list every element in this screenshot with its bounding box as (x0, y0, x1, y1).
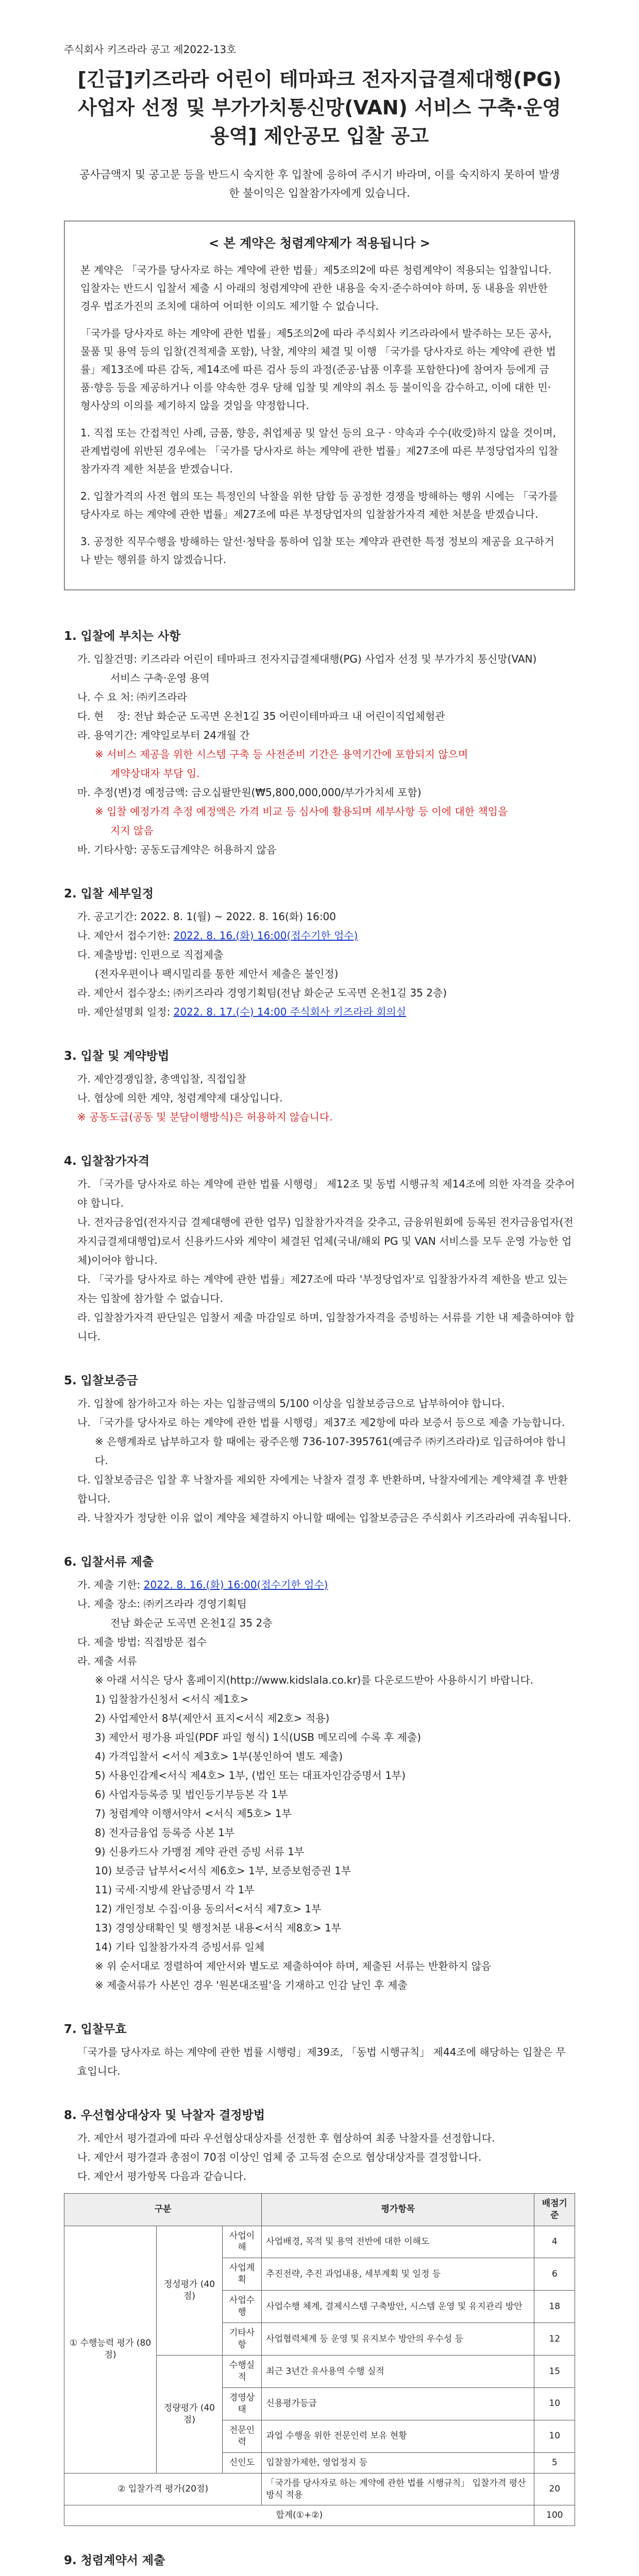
section-line: 서비스 구축·운영 용역 (110, 671, 210, 684)
section-line: 가. 「국가를 당사자로 하는 계약에 관한 법률 시행령」 제12조 및 동법 시행규칙 제14조에 의한 자격을 갖추어야 합니다. (77, 1177, 575, 1209)
section-heading: 3. 입찰 및 계약방법 (64, 1049, 170, 1063)
integrity-paragraph-1: 본 계약은 「국가를 당사자로 하는 계약에 관한 법률」제5조의2에 따른 청렴계약이 적용되는 입찰입니다. 입찰자는 반드시 입찰서 제출 시 아래의 청렴계약에 관한 내용을 숙지·준수하여야 하며, 동 내용을 위반한 경우 법조가진의 조치에 대하여 어떠한 이의도 제기할 수 없습니다. (80, 263, 552, 312)
section-note: ※ 아래 서식은 당사 홈페이지(http://www.kidslala.co.kr)를 다운로드받아 사용하시기 바랍니다. (95, 1673, 534, 1686)
table-row (64, 2226, 575, 2258)
section-selection-method (64, 2106, 575, 2527)
section-heading: 8. 우선협상대상자 및 낙찰자 결정방법 (64, 2108, 265, 2122)
briefing-highlight: 2022. 8. 17.(수) 14:00 주식회사 키즈라라 회의실 (173, 1005, 407, 1018)
section-line: 다. 입찰보증금은 입찰 후 낙찰자를 제외한 자에게는 낙찰자 결정 후 반환하며, 낙찰자에게는 계약체결 후 반환합니다. (77, 1473, 568, 1505)
section-line: 마. 추정(변)경 예정금액: 금오십팔만원(₩5,800,000,000/부가가치세 포함) (77, 786, 422, 799)
section-line: 다. 제출방법: 인편으로 직접제출 (77, 948, 224, 961)
section-line: 나. 제안서 평가결과 총점이 70점 이상인 업체 중 고득점 순으로 협상대상자를 결정합니다. (77, 2150, 482, 2163)
table-cell: 사업수행 (222, 2291, 262, 2323)
section-note: ※ 공동도급(공동 및 분담이행방식)은 허용하지 않습니다. (77, 1110, 333, 1123)
table-cell: 100 (534, 2505, 575, 2526)
section-line: 라. 용역기간: 계약일로부터 24개월 간 (77, 728, 250, 741)
section-line (64, 2574, 575, 2576)
section-line: 다. 제안서 평가항목 다음과 같습니다. (77, 2170, 246, 2182)
table-cell: 「국가를 당사자로 하는 계약에 관한 법률 시행규칙」 입찰가격 평산 방식 적용 (262, 2473, 534, 2505)
section-heading: 5. 입찰보증금 (64, 1374, 138, 1387)
integrity-paragraph-3: 1. 직접 또는 간접적인 사례, 금품, 향응, 취업제공 및 알선 등의 요구 · 약속과 수수(收受)하지 않을 것이며, 관계법령에 위반된 경우에는 「국가를 당사자로 하는 계약에 관한 법률」제27조에 따른 부정당업자의 입찰참가자격 제한 처분을 받겠습니다. (80, 426, 559, 475)
table-cell: 15 (534, 2355, 575, 2388)
table-cell: 입찰참가제한, 영업정지 등 (262, 2452, 534, 2473)
page-title (64, 65, 575, 150)
document-item: 11) 국세·지방세 완납증명서 각 1부 (95, 1883, 255, 1896)
section-line: 가. 입찰건명: 키즈라라 어린이 테마파크 전자지급결제대행(PG) 사업자 선정 및 부가가치 통신망(VAN) (77, 652, 537, 665)
section-line: 가. 제안서 평가결과에 따라 우선협상대상자를 선정한 후 협상하여 최종 낙찰자를 선정합니다. (77, 2131, 495, 2144)
table-cell: 5 (534, 2452, 575, 2473)
document-item: 7) 청렴계약 이행서약서 <서식 제5호> 1부 (95, 1807, 292, 1820)
section-line (64, 1575, 575, 1595)
section-heading: 6. 입찰서류 제출 (64, 1555, 154, 1569)
section-line: 라. 제안서 접수장소: ㈜키즈라라 경영기획팀(전남 화순군 도곡면 온천1길 35 2층) (77, 986, 447, 999)
document-item: 4) 가격입찰서 <서식 제3호> 1부(봉인하여 별도 제출) (95, 1750, 343, 1762)
section-note: ※ 제출서류가 사본인 경우 '원본대조필'을 기재하고 인감 날인 후 제출 (95, 1978, 408, 1991)
table-cell: 기타사항 (222, 2323, 262, 2355)
integrity-paragraph-2: 「국가를 당사자로 하는 계약에 관한 법률」제5조의2에 따라 주식회사 키즈라라에서 발주하는 모든 공사, 물품 및 용역 등의 입찰(견적제출 포함), 낙찰, 계약의 체결 및 이행 「국가를 당사자로 하는 계약에 관한 법률」제13조에 따른 감독, 제14조에 따른 검사 등의 과정(준공·납품 이후를 포함한다)에 참여자 등에게 금품·향응 등을 제공하거나 이를 약속한 경우 당해 입찰 및 계약의 취소 등 불이익을 감수하고, 이에 대한 민·형사상의 이의를 제기하지 않을 것임을 약정합니다. (80, 327, 556, 412)
document-item: 2) 사업제안서 8부(제안서 표지<서식 제2호> 적용) (95, 1711, 330, 1724)
integrity-paragraph-5: 3. 공정한 직무수행을 방해하는 알선·청탁을 통하여 입찰 또는 계약과 관련한 특정 정보의 제공을 요구하거나 받는 행위를 하지 않겠습니다. (80, 535, 554, 566)
table-cell: 사업계획 (222, 2258, 262, 2291)
table-cell: 10 (534, 2387, 575, 2420)
table-cell: 사업이해 (222, 2226, 262, 2258)
section-line: 가. 입찰에 참가하고자 하는 자는 입찰금액의 5/100 이상을 입찰보증금으로 납부하여야 합니다. (77, 1397, 505, 1410)
section-heading: 1. 입찰에 부치는 사항 (64, 629, 181, 643)
notice-number: 주식회사 키즈라라 공고 제2022-13호 (64, 43, 237, 56)
table-header: 구분 (64, 2193, 262, 2226)
section-note: ※ 은행계좌로 납부하고자 할 때에는 광주은행 736-107-395761(예금주 ㈜키즈라라)로 입금하여야 합니다. (95, 1435, 566, 1467)
section-line: 다. 「국가를 당사자로 하는 계약에 관한 법률」제27조에 따라 '부정당업자'로 입찰참가자격 제한을 받고 있는 자는 입찰에 참가할 수 없습니다. (77, 1273, 571, 1304)
title-line-2: 사업자 선정 및 부가가치통신망(VAN) 서비스 구축·운영 (78, 96, 561, 120)
section-contract-method (64, 1046, 575, 1127)
section-line (64, 1003, 575, 1022)
table-cell: 10 (534, 2420, 575, 2452)
section-note: 지지 않음 (110, 824, 154, 837)
table-cell: ① 수행능력 평가 (80점) (64, 2226, 157, 2473)
document-list (64, 1690, 575, 1957)
table-cell: 정성평가 (40점) (157, 2226, 223, 2355)
table-cell: 20 (534, 2473, 575, 2505)
document-item: 6) 사업자등록증 및 법인등기부등본 각 1부 (95, 1788, 288, 1801)
intro-text: 공사금액지 및 공고문 등을 반드시 숙지한 후 입찰에 응하여 주시기 바라며, 이를 숙지하지 못하여 발생한 불이익은 입찰참가자에게 있습니다. (79, 168, 560, 199)
deadline-highlight: 2022. 8. 16.(화) 16:00(접수기한 엄수) (173, 929, 358, 942)
integrity-contract-box (64, 221, 575, 590)
section-line: (전자우편이나 팩시밀리를 통한 제안서 제출은 불인정) (95, 967, 339, 980)
section-heading: 4. 입찰참가자격 (64, 1154, 150, 1168)
document-item: 3) 제안서 평가용 파일(PDF 파일 형식) 1식(USB 메모리에 수록 후 제출) (95, 1731, 422, 1743)
title-line-3: 용역] 제안공모 입찰 공고 (210, 125, 429, 148)
section-note: ※ 위 순서대로 정렬하여 제안서와 별도로 제출하여야 하며, 제출된 서류는 반환하지 않음 (95, 1959, 492, 1972)
section-schedule (64, 884, 575, 1022)
section-line: 나. 전자금융업(전자지급 결제대행에 관한 업무) 입찰참가자격을 갖추고, 금융위원회에 등록된 전자금융업자(전자지급결제대행업)로서 신용카드사와 계약이 체결된 업체(국내/해외 PG 및 VAN 서비스를 모두 운영 가능한 업체)이어야 합니다. (77, 1215, 574, 1266)
table-cell: 신용평가등급 (262, 2387, 534, 2420)
section-line: 나. 「국가를 당사자로 하는 계약에 관한 법률 시행령」제37조 제2항에 따라 보증서 등으로 제출 가능합니다. (77, 1416, 565, 1429)
evaluation-table (64, 2193, 575, 2527)
section-line: 라. 낙찰자가 정당한 이유 없이 계약을 체결하지 아니할 때에는 입찰보증금은 주식회사 키즈라라에 귀속됩니다. (77, 1511, 571, 1524)
table-header: 배점기준 (534, 2193, 575, 2226)
document-item: 1) 입찰참가신청서 <서식 제1호> (95, 1692, 249, 1705)
document-item: 12) 개인정보 수집·이용 동의서<서식 제7호> 1부 (95, 1902, 322, 1915)
document-item: 14) 기타 입찰참가자격 증빙서류 일체 (95, 1940, 265, 1953)
table-cell: 6 (534, 2258, 575, 2291)
section-note: ※ 입찰 예정가격 추정 예정액은 가격 비교 등 심사에 활용되며 세부사항 등 이에 대한 책임을 (95, 805, 508, 818)
table-cell: 사업협력체계 등 운영 및 유지보수 방안의 우수성 등 (262, 2323, 534, 2355)
section-heading: 9. 청렴계약서 제출 (64, 2554, 165, 2568)
section-line: 나. 수 요 처: ㈜키즈라라 (77, 690, 188, 703)
table-cell: 정량평가 (40점) (157, 2355, 223, 2473)
table-cell: 사업배경, 목적 및 용역 전반에 대한 이해도 (262, 2226, 534, 2258)
table-row (64, 2473, 575, 2505)
section-line: 전남 화순군 도곡면 온천1길 35 2층 (110, 1616, 273, 1629)
table-cell: 사업수행 체계, 결제시스템 구축방안, 시스템 운영 및 유지관리 방안 (262, 2291, 534, 2323)
table-cell: 경영상태 (222, 2387, 262, 2420)
line-label: 가. 제출 기한: (77, 1578, 144, 1591)
section-submission (64, 1552, 575, 1995)
section-line: 가. 제안경쟁입찰, 총액입찰, 직접입찰 (77, 1072, 246, 1085)
line-label: 나. 제안서 접수기한: (77, 929, 174, 942)
section-invalid-bids (64, 2020, 575, 2081)
integrity-box-title: < 본 계약은 청렴계약제가 적용됩니다 > (209, 235, 430, 250)
document-item: 5) 사용인감계<서식 제4호> 1부, (법인 또는 대표자인감증명서 1부) (95, 1769, 406, 1782)
table-cell: 12 (534, 2323, 575, 2355)
section-note: 계약상대자 부담 임. (110, 767, 200, 779)
section-line: 다. 현 장: 전남 화순군 도곡면 온천1길 35 어린이테마파크 내 어린이직업체험관 (77, 709, 445, 722)
table-cell: 신인도 (222, 2452, 262, 2473)
title-line-1: [긴급]키즈라라 어린이 테마파크 전자지급결제대행(PG) (77, 68, 562, 91)
section-heading: 2. 입찰 세부일정 (64, 887, 154, 901)
document-item: 8) 전자금융업 등록증 사본 1부 (95, 1826, 235, 1839)
table-cell: 합계(①+②) (64, 2505, 534, 2526)
table-cell: 전문인력 (222, 2420, 262, 2452)
table-row (64, 2505, 575, 2526)
section-line (64, 926, 575, 945)
table-cell: 4 (534, 2226, 575, 2258)
integrity-paragraph-4: 2. 입찰가격의 사전 협의 또는 특정인의 낙찰을 위한 담합 등 공정한 경쟁을 방해하는 행위 시에는 「국가를 당사자로 하는 계약에 관한 법률」제27조에 따른 부정당업자의 입찰참가자격 제한 처분을 받겠습니다. (80, 489, 558, 520)
section-bid-bond (64, 1371, 575, 1528)
section-eligibility (64, 1151, 575, 1346)
section-line: 다. 제출 방법: 직접방문 접수 (77, 1635, 207, 1648)
section-line: 바. 기타사항: 공동도급계약은 허용하지 않음 (77, 843, 277, 856)
section-note: ※ 서비스 제공을 위한 시스템 구축 등 사전준비 기간은 용역기간에 포함되지 않으며 (95, 748, 468, 760)
section-line: 라. 제출 서류 (77, 1654, 137, 1667)
section-line: 「국가를 당사자로 하는 계약에 관한 법률 시행령」제39조, 「동법 시행규칙」 제44조에 해당하는 입찰은 무효입니다. (77, 2045, 566, 2077)
section-line: 나. 협상에 의한 계약, 청렴계약제 대상입니다. (77, 1091, 283, 1104)
document-item: 13) 경영상태확인 및 행정처분 내용<서식 제8호> 1부 (95, 1921, 342, 1934)
section-line: 나. 제출 장소: ㈜키즈라라 경영기획팀 (77, 1597, 247, 1610)
table-cell: 18 (534, 2291, 575, 2323)
section-bidding-items (64, 626, 575, 859)
deadline-highlight: 2022. 8. 16.(화) 16:00(접수기한 엄수) (143, 1578, 328, 1591)
line-label: 마. 제안설명회 일정: (77, 1005, 174, 1018)
section-integrity-submission (64, 2551, 575, 2576)
table-cell: 수행실적 (222, 2355, 262, 2388)
table-cell: 추진전략, 추진 과업내용, 세부계획 및 일정 등 (262, 2258, 534, 2291)
document-item: 9) 신용카드사 가맹점 계약 관련 증빙 서류 1부 (95, 1845, 305, 1858)
table-header: 평가항목 (262, 2193, 534, 2226)
section-line: 가. 공고기간: 2022. 8. 1(월) ~ 2022. 8. 16(화) 16:00 (77, 910, 337, 923)
section-heading: 7. 입찰무효 (64, 2022, 127, 2036)
document-item: 10) 보증금 납부서<서식 제6호> 1부, 보증보험증권 1부 (95, 1864, 351, 1877)
table-cell: 최근 3년간 유사용역 수행 실적 (262, 2355, 534, 2388)
section-line: 라. 입찰참가자격 판단일은 입찰서 제출 마감일로 하며, 입찰참가자격을 증빙하는 서류를 기한 내 제출하여야 합니다. (77, 1311, 575, 1343)
table-cell: ② 입찰가격 평가(20점) (64, 2473, 262, 2505)
table-cell: 과업 수행을 위한 전문인력 보유 현황 (262, 2420, 534, 2452)
